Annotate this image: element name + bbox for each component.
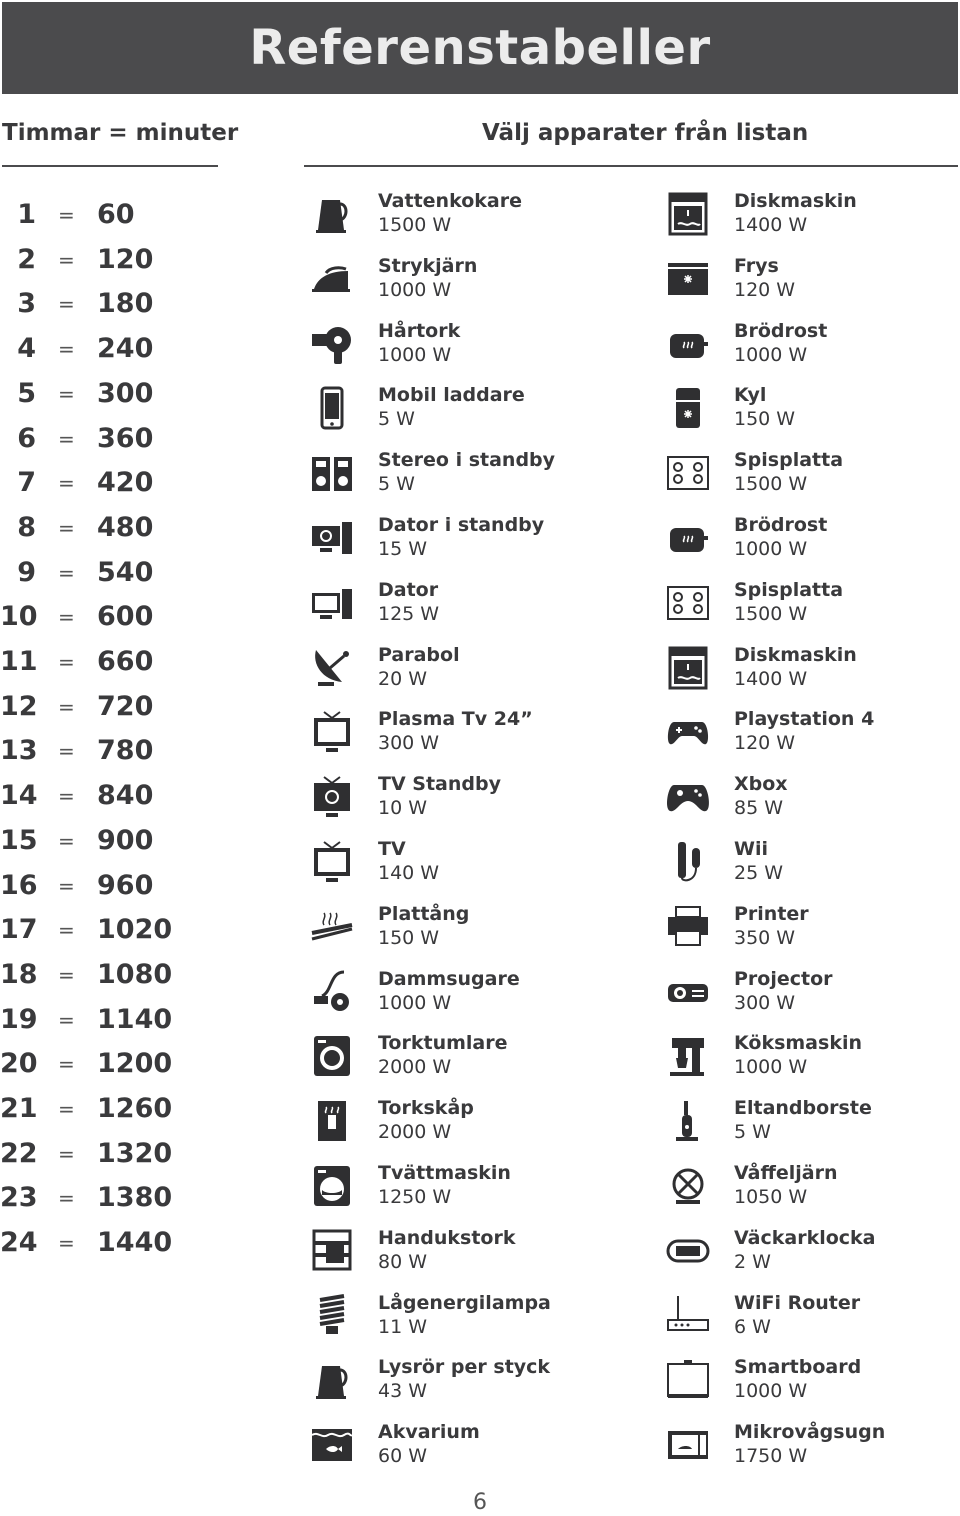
- appliance-item: [664, 384, 960, 444]
- appliance-name: Spisplatta: [734, 449, 844, 472]
- equals-sign: =: [58, 515, 75, 540]
- minutes-value: 1380: [97, 1182, 173, 1214]
- appliance-name: Akvarium: [378, 1421, 480, 1444]
- minutes-value: 1140: [97, 1003, 173, 1035]
- hours-row: [0, 333, 220, 373]
- minutes-value: 540: [97, 556, 154, 588]
- appliance-power: 80 W: [378, 1250, 428, 1273]
- equals-sign: =: [58, 292, 75, 317]
- minutes-value: 1200: [97, 1048, 173, 1080]
- appliance-power: 25 W: [734, 862, 784, 884]
- hours-row: [0, 825, 220, 865]
- equals-sign: =: [58, 873, 75, 898]
- page-title: Referenstabeller: [249, 20, 711, 76]
- appliance-power: 60 W: [378, 1445, 428, 1468]
- tv-standby-icon: [308, 773, 356, 821]
- appliance-item: [664, 1162, 960, 1222]
- appliance-item: [308, 449, 628, 509]
- hair-straightener-icon: [308, 903, 356, 951]
- hours-value: 19: [0, 1003, 38, 1035]
- appliance-name: Plasma Tv 24”: [378, 708, 533, 731]
- appliance-name: Diskmaskin: [734, 643, 857, 666]
- appliance-item: [664, 449, 960, 509]
- appliance-name: Väckarklocka: [734, 1226, 876, 1249]
- minutes-value: 480: [97, 511, 154, 543]
- appliance-power: 5 W: [378, 408, 415, 431]
- appliance-item: [664, 838, 960, 898]
- appliance-power: 1500 W: [734, 473, 808, 496]
- title-banner: [2, 2, 958, 94]
- tv-icon: [308, 708, 356, 756]
- appliance-power: 1000 W: [734, 538, 808, 560]
- hours-value: 15: [0, 824, 38, 856]
- router-icon: [664, 1292, 712, 1340]
- minutes-value: 60: [97, 199, 135, 230]
- appliance-item: [308, 514, 628, 574]
- hours-row: [0, 1048, 220, 1088]
- appliance-name: Tvättmaskin: [378, 1162, 511, 1184]
- hours-header: Timmar = minuter: [2, 120, 239, 146]
- appliance-name: Handukstork: [378, 1226, 516, 1249]
- appliances-header: Välj apparater från listan: [482, 120, 809, 146]
- hours-value: 9: [17, 556, 36, 588]
- appliance-name: Spisplatta: [734, 578, 844, 601]
- appliance-item: [308, 255, 628, 315]
- hours-row: [0, 959, 220, 999]
- appliance-name: Frys: [734, 254, 779, 277]
- hours-value: 11: [0, 646, 38, 677]
- hours-row: [0, 870, 220, 910]
- equals-sign: =: [58, 784, 75, 809]
- equals-sign: =: [58, 650, 75, 674]
- appliance-power: 1050 W: [734, 1186, 808, 1208]
- appliance-item: [664, 773, 960, 833]
- appliance-item: [664, 579, 960, 639]
- hours-value: 10: [0, 601, 38, 633]
- appliance-name: Stereo i standby: [378, 449, 556, 472]
- appliance-name: Lågenergilampa: [378, 1291, 551, 1314]
- aquarium-icon: [308, 1421, 356, 1469]
- minutes-value: 900: [97, 824, 154, 856]
- appliance-name: TV: [378, 838, 406, 860]
- appliance-power: 120 W: [734, 278, 796, 301]
- appliance-power: 2000 W: [378, 1121, 452, 1144]
- hours-row: [0, 735, 220, 775]
- appliance-item: [308, 190, 628, 250]
- equals-sign: =: [58, 739, 75, 764]
- appliance-name: Wii: [734, 838, 768, 860]
- appliance-item: [664, 1292, 960, 1352]
- appliance-item: [308, 968, 628, 1028]
- appliance-item: [308, 903, 628, 963]
- appliance-name: Lysrör per styck: [378, 1356, 551, 1379]
- gamepad-icon: [664, 708, 712, 756]
- hours-value: 8: [17, 511, 36, 543]
- appliance-power: 350 W: [734, 926, 796, 949]
- equals-sign: =: [58, 828, 75, 853]
- appliance-power: 1000 W: [734, 343, 808, 366]
- appliance-power: 1000 W: [378, 278, 452, 301]
- kettle-icon: [308, 1356, 356, 1404]
- xbox-controller-icon: [664, 773, 712, 821]
- appliance-power: 5 W: [378, 473, 415, 496]
- appliance-item: [308, 1227, 628, 1287]
- appliance-name: WiFi Router: [734, 1291, 861, 1314]
- appliance-item: [664, 903, 960, 963]
- waffle-iron-icon: [664, 1162, 712, 1210]
- computer-standby-icon: [308, 514, 356, 562]
- minutes-value: 660: [97, 646, 154, 677]
- minutes-value: 300: [97, 377, 154, 409]
- equals-sign: =: [58, 471, 75, 496]
- appliance-power: 125 W: [378, 602, 440, 625]
- appliance-power: 120 W: [734, 732, 796, 755]
- hours-row: [0, 557, 220, 597]
- minutes-value: 960: [97, 869, 154, 901]
- appliance-power: 85 W: [734, 797, 784, 820]
- appliance-item: [308, 773, 628, 833]
- minutes-value: 180: [97, 288, 154, 320]
- appliance-name: Köksmaskin: [734, 1032, 862, 1055]
- appliance-item: [664, 514, 960, 574]
- hours-row: [0, 199, 220, 239]
- equals-sign: =: [58, 694, 75, 719]
- projector-icon: [664, 968, 712, 1016]
- washing-machine-icon: [308, 1162, 356, 1210]
- equals-sign: =: [58, 381, 75, 406]
- appliance-power: 150 W: [734, 408, 796, 431]
- wii-remote-icon: [664, 838, 712, 886]
- satellite-dish-icon: [308, 644, 356, 692]
- appliance-power: 20 W: [378, 667, 428, 690]
- appliance-name: Projector: [734, 967, 833, 990]
- tumble-dryer-icon: [308, 1032, 356, 1080]
- equals-sign: =: [58, 203, 75, 227]
- appliance-name: Smartboard: [734, 1356, 862, 1379]
- tv-icon: [308, 838, 356, 886]
- hours-row: [0, 244, 220, 284]
- toothbrush-icon: [664, 1097, 712, 1145]
- hours-value: 20: [0, 1048, 38, 1080]
- appliance-item: [308, 384, 628, 444]
- appliance-item: [308, 1292, 628, 1352]
- appliance-item: [664, 1032, 960, 1092]
- hours-value: 14: [0, 780, 38, 812]
- hours-value: 1: [17, 199, 36, 230]
- hours-row: [0, 646, 220, 686]
- appliance-power: 43 W: [378, 1380, 428, 1403]
- stereo-icon: [308, 449, 356, 497]
- equals-sign: =: [58, 560, 75, 585]
- appliance-name: Eltandborste: [734, 1097, 872, 1120]
- equals-sign: =: [58, 605, 75, 630]
- appliance-item: [308, 1032, 628, 1092]
- hours-row: [0, 691, 220, 731]
- dishwasher-icon: [664, 644, 712, 692]
- hours-value: 6: [17, 422, 36, 454]
- appliance-item: [664, 1097, 960, 1157]
- hours-value: 16: [0, 869, 38, 901]
- equals-sign: =: [58, 337, 75, 362]
- computer-icon: [308, 579, 356, 627]
- hours-row: [0, 378, 220, 418]
- hours-value: 23: [0, 1182, 38, 1214]
- equals-sign: =: [58, 247, 75, 272]
- hours-value: 22: [0, 1137, 38, 1169]
- freezer-icon: [664, 255, 712, 303]
- appliance-name: Plattång: [378, 902, 470, 925]
- appliance-name: Parabol: [378, 643, 460, 666]
- appliance-item: [308, 320, 628, 380]
- equals-sign: =: [58, 1052, 75, 1077]
- hours-value: 18: [0, 958, 38, 990]
- appliance-item: [308, 838, 628, 898]
- appliance-name: Diskmaskin: [734, 190, 857, 212]
- appliance-name: Mobil laddare: [378, 384, 525, 407]
- hours-row: [0, 1004, 220, 1044]
- minutes-value: 720: [97, 690, 154, 722]
- minutes-value: 1020: [97, 914, 173, 946]
- appliance-item: [664, 255, 960, 315]
- hours-row: [0, 1093, 220, 1133]
- fridge-icon: [664, 384, 712, 432]
- stove-icon: [664, 449, 712, 497]
- hours-value: 24: [0, 1227, 38, 1259]
- appliance-name: Printer: [734, 902, 809, 925]
- hours-row: [0, 512, 220, 552]
- energy-bulb-icon: [308, 1292, 356, 1340]
- appliance-name: Brödrost: [734, 514, 828, 536]
- appliance-power: 11 W: [378, 1315, 428, 1338]
- appliance-power: 1000 W: [378, 343, 452, 366]
- hours-value: 12: [0, 690, 38, 722]
- minutes-value: 360: [97, 422, 154, 454]
- appliance-item: [664, 1227, 960, 1287]
- minutes-value: 1080: [97, 958, 173, 990]
- appliance-power: 1500 W: [378, 214, 452, 236]
- equals-sign: =: [58, 1007, 75, 1032]
- hours-row: [0, 1227, 220, 1267]
- drying-cabinet-icon: [308, 1097, 356, 1145]
- smartboard-icon: [664, 1356, 712, 1404]
- hours-row: [0, 601, 220, 641]
- appliance-name: Vattenkokare: [378, 190, 522, 212]
- appliance-power: 1750 W: [734, 1445, 808, 1468]
- equals-sign: =: [58, 426, 75, 451]
- appliance-power: 1400 W: [734, 667, 808, 690]
- appliance-name: TV Standby: [378, 773, 501, 796]
- appliance-name: Mikrovågsugn: [734, 1421, 886, 1444]
- appliance-power: 2 W: [734, 1250, 771, 1273]
- appliance-name: Våffeljärn: [734, 1162, 838, 1184]
- appliance-item: [308, 579, 628, 639]
- hours-row: [0, 467, 220, 507]
- hours-row: [0, 914, 220, 954]
- minutes-value: 120: [97, 243, 154, 275]
- appliance-power: 1250 W: [378, 1186, 452, 1208]
- appliance-power: 1000 W: [734, 1056, 808, 1079]
- appliance-name: Strykjärn: [378, 254, 478, 277]
- hours-value: 4: [17, 333, 36, 365]
- appliance-item: [664, 968, 960, 1028]
- appliance-power: 1000 W: [378, 991, 452, 1014]
- appliance-item: [308, 1356, 628, 1416]
- appliance-power: 140 W: [378, 862, 440, 884]
- appliance-power: 2000 W: [378, 1056, 452, 1079]
- equals-sign: =: [58, 1141, 75, 1166]
- equals-sign: =: [58, 918, 75, 943]
- microwave-icon: [664, 1421, 712, 1469]
- appliance-name: Torktumlare: [378, 1032, 508, 1055]
- alarm-clock-icon: [664, 1227, 712, 1275]
- kettle-icon: [308, 190, 356, 238]
- minutes-value: 1440: [97, 1227, 173, 1259]
- appliance-name: Kyl: [734, 384, 767, 407]
- minutes-value: 1320: [97, 1137, 173, 1169]
- hours-row: [0, 423, 220, 463]
- stove-icon: [664, 579, 712, 627]
- minutes-value: 1260: [97, 1093, 173, 1124]
- appliance-name: Torkskåp: [378, 1097, 474, 1120]
- hours-value: 13: [0, 735, 38, 767]
- minutes-value: 600: [97, 601, 154, 633]
- appliance-item: [308, 1162, 628, 1222]
- appliance-item: [308, 708, 628, 768]
- appliance-power: 10 W: [378, 797, 428, 820]
- appliance-power: 1500 W: [734, 602, 808, 625]
- appliance-item: [308, 1097, 628, 1157]
- appliance-power: 15 W: [378, 538, 428, 560]
- toaster-icon: [664, 514, 712, 562]
- equals-sign: =: [58, 1186, 75, 1211]
- hair-dryer-icon: [308, 320, 356, 368]
- toaster-icon: [664, 320, 712, 368]
- mixer-icon: [664, 1032, 712, 1080]
- appliance-item: [664, 708, 960, 768]
- hours-value: 5: [17, 377, 36, 409]
- hours-value: 17: [0, 914, 38, 946]
- appliance-power: 5 W: [734, 1121, 771, 1144]
- hours-value: 21: [0, 1093, 38, 1124]
- towel-warmer-icon: [308, 1227, 356, 1275]
- appliance-power: 6 W: [734, 1315, 771, 1338]
- appliance-name: Hårtork: [378, 319, 461, 342]
- appliance-power: 1000 W: [734, 1380, 808, 1403]
- appliance-name: Dator: [378, 578, 439, 601]
- appliance-name: Playstation 4: [734, 708, 875, 731]
- minutes-value: 840: [97, 780, 154, 812]
- hours-row: [0, 1138, 220, 1178]
- appliance-power: 150 W: [378, 926, 440, 949]
- appliance-power: 1400 W: [734, 214, 808, 236]
- appliance-item: [664, 320, 960, 380]
- iron-icon: [308, 255, 356, 303]
- appliance-name: Xbox: [734, 773, 788, 796]
- hours-row: [0, 1182, 220, 1222]
- minutes-value: 780: [97, 735, 154, 767]
- vacuum-cleaner-icon: [308, 968, 356, 1016]
- appliance-item: [308, 644, 628, 704]
- appliance-item: [308, 1421, 628, 1481]
- hours-row: [0, 780, 220, 820]
- hours-value: 2: [17, 243, 36, 275]
- minutes-value: 240: [97, 333, 154, 365]
- hours-divider: [2, 165, 218, 167]
- hours-value: 3: [17, 288, 36, 320]
- page-number: 6: [473, 1490, 487, 1515]
- phone-icon: [308, 384, 356, 432]
- equals-sign: =: [58, 1097, 75, 1121]
- appliance-item: [664, 644, 960, 704]
- appliance-item: [664, 190, 960, 250]
- appliance-name: Dator i standby: [378, 514, 545, 536]
- printer-icon: [664, 903, 712, 951]
- equals-sign: =: [58, 1231, 75, 1256]
- hours-row: [0, 288, 220, 328]
- dishwasher-icon: [664, 190, 712, 238]
- appliance-item: [664, 1421, 960, 1481]
- appliances-divider: [304, 165, 958, 167]
- appliance-power: 300 W: [734, 991, 796, 1014]
- appliance-item: [664, 1356, 960, 1416]
- equals-sign: =: [58, 962, 75, 987]
- appliance-name: Brödrost: [734, 319, 828, 342]
- appliance-power: 300 W: [378, 732, 440, 755]
- appliance-name: Dammsugare: [378, 967, 520, 990]
- hours-value: 7: [17, 467, 36, 499]
- minutes-value: 420: [97, 467, 154, 499]
